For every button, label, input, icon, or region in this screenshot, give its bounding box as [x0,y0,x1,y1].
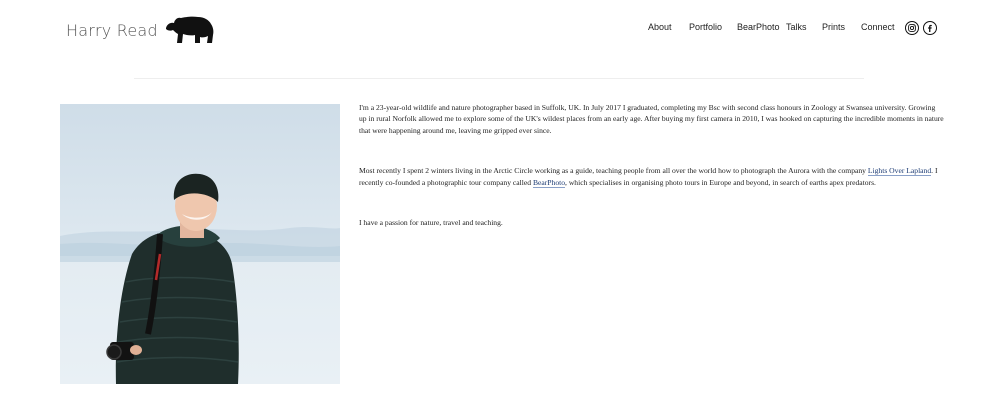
brand-name[interactable]: Harry Read [66,20,158,40]
nav-about[interactable]: About [648,22,672,32]
bio-paragraph-2 [359,165,944,188]
nav-bearphoto[interactable]: BearPhoto [737,22,780,32]
lights-over-lapland-link[interactable]: Lights Over Lapland [867,166,932,176]
instagram-icon[interactable] [905,21,919,35]
nav-talks[interactable]: Talks [786,22,807,32]
bio-text-segment: . I recently co-founded a photographic tour company called [359,166,938,187]
nav-connect[interactable]: Connect [861,22,895,32]
bearphoto-link[interactable]: BearPhoto [532,177,566,187]
portrait-photo [60,104,340,384]
facebook-icon[interactable] [923,21,937,35]
bio-text-segment: , which specialises in organising photo tours in Europe and beyond, in search of earths apex predators. [565,177,876,187]
bear-icon[interactable] [164,14,216,46]
nav-portfolio[interactable]: Portfolio [689,22,723,32]
bio-text [359,102,944,257]
bio-paragraph-1: I'm a 23-year-old wildlife and nature photographer based in Suffolk, UK. In July 2017 I graduated, completing my Bsc with second class honours in Zoology at Swansea university. Growing up in rural Norfolk allowed me to explore some of the UK's wildest places from an early age. After buying my first camera in 2010, I was hooked on capturing the incredible moments in nature that were happening around me, leaving me gripped ever since. [359,103,944,135]
brand[interactable] [66,10,216,50]
header-divider [134,78,864,79]
bio-text-segment: Most recently I spent 2 winters living in the Arctic Circle working as a guide, teaching people from all over the world how to photograph the Aurora with the company [359,166,868,176]
nav-prints[interactable]: Prints [822,22,846,32]
bio-paragraph-3: I have a passion for nature, travel and teaching. [359,218,503,228]
